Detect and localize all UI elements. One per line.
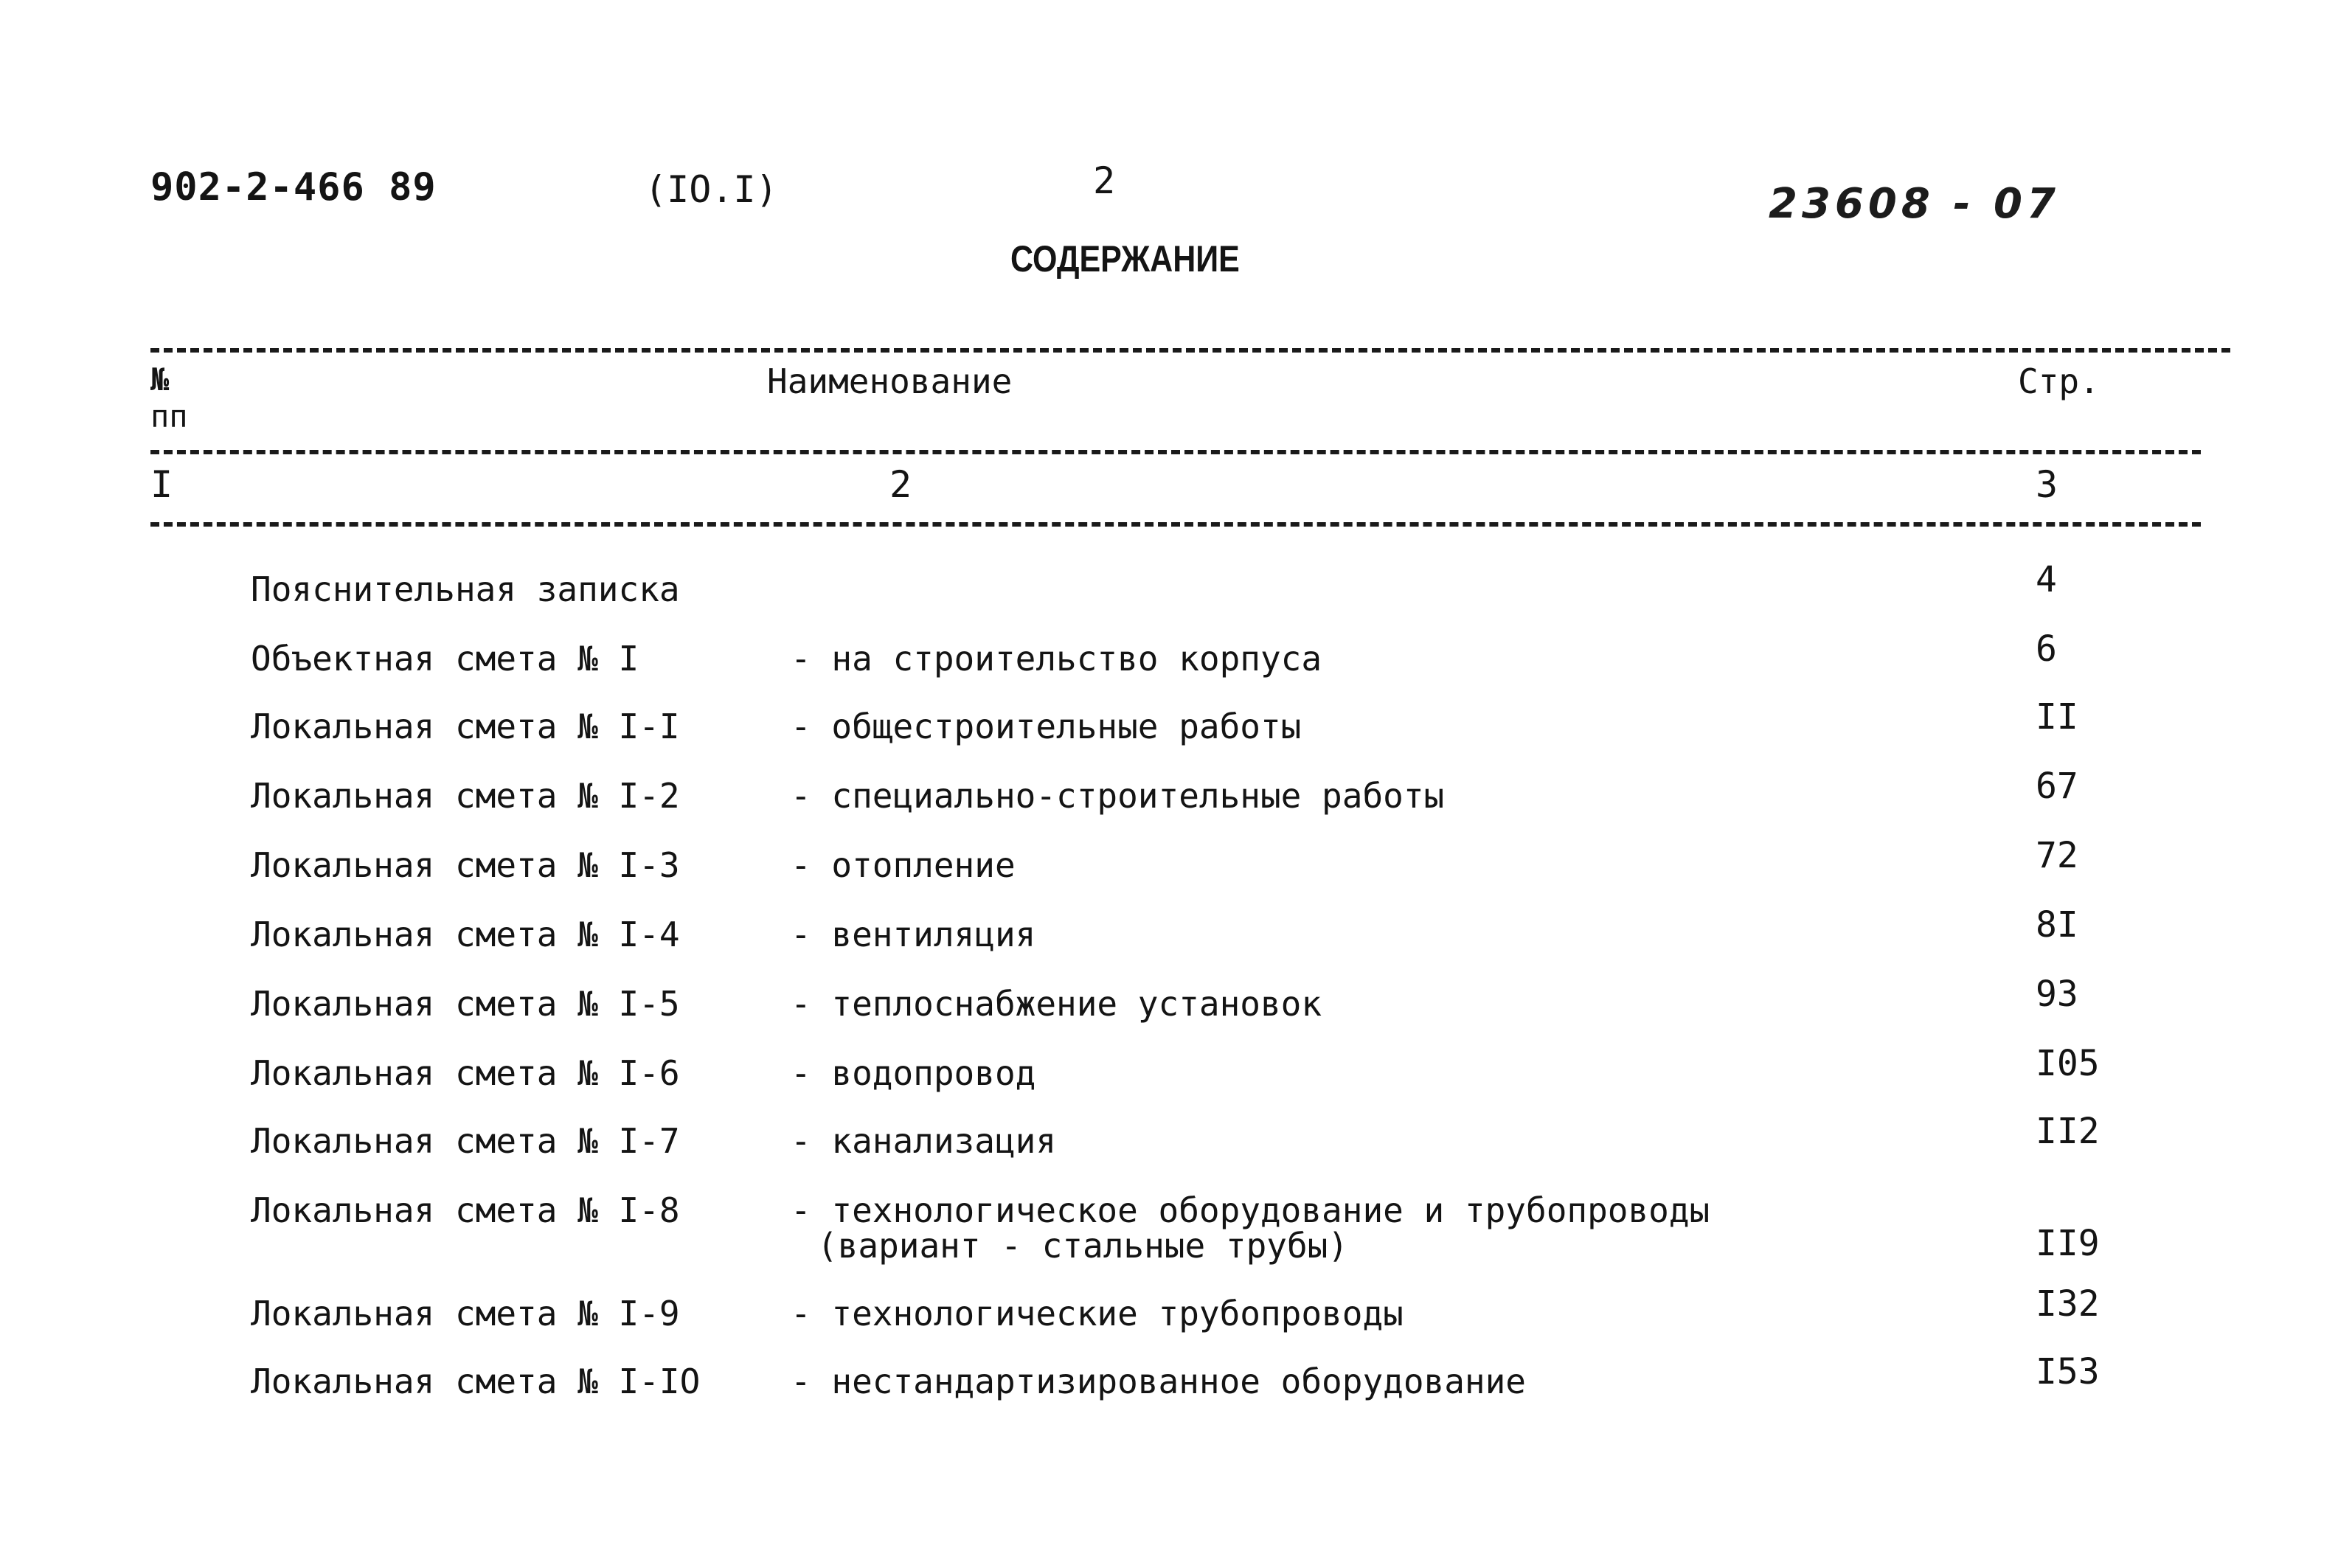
entry-document: Локальная смета № I-I	[251, 707, 680, 746]
entry-document: Локальная смета № I-4	[251, 915, 680, 954]
handwritten-registration-number: 23608 - 07	[1769, 180, 2060, 228]
entry-page: 8I	[2036, 904, 2078, 946]
entry-description: - технологические трубопроводы	[791, 1294, 1404, 1333]
entry-description: - отопление	[791, 845, 1016, 885]
entry-description: - на строительство корпуса	[791, 639, 1322, 679]
page-number: 2	[1093, 159, 1116, 202]
entry-document: Локальная смета № I-9	[251, 1294, 680, 1333]
entry-description: - теплоснабжение установок	[791, 984, 1322, 1024]
table-index-rule	[150, 522, 2201, 527]
column-header-number-sign: №	[150, 361, 170, 398]
table-top-rule	[150, 348, 2230, 353]
entry-description: - общестроительные работы	[791, 707, 1302, 746]
column-header-page: Стр.	[2018, 361, 2100, 401]
entry-page: II	[2036, 696, 2078, 738]
column-header-name: Наименование	[767, 361, 1013, 401]
entry-description: - водопровод	[791, 1053, 1036, 1093]
list-item	[0, 766, 2352, 835]
entry-page: 6	[2036, 628, 2057, 670]
entry-page: I53	[2036, 1351, 2100, 1392]
entry-description-continuation: (вариант - стальные трубы)	[817, 1226, 1349, 1266]
entry-document: Локальная смета № I-5	[251, 984, 680, 1024]
list-item	[0, 904, 2352, 974]
entry-page: I32	[2036, 1283, 2100, 1325]
entry-document: Объектная смета № I	[251, 639, 639, 679]
entry-page: 72	[2036, 835, 2078, 876]
document-code: 902-2-466 89	[150, 165, 437, 209]
column-index-2: 2	[889, 463, 912, 506]
entry-page: II9	[2036, 1223, 2100, 1264]
table-header-rule	[150, 450, 2201, 454]
list-item	[0, 835, 2352, 904]
page-title: СОДЕРЖАНИЕ	[1010, 238, 1240, 280]
list-item	[0, 628, 2352, 698]
list-item	[0, 974, 2352, 1043]
list-item	[0, 696, 2352, 766]
entry-document: Пояснительная записка	[251, 569, 680, 609]
entry-document: Локальная смета № I-7	[251, 1121, 680, 1161]
list-item	[0, 559, 2352, 628]
list-item	[0, 1283, 2352, 1353]
entry-description: - канализация	[791, 1121, 1057, 1161]
entry-page: I05	[2036, 1043, 2100, 1084]
entry-page: 93	[2036, 974, 2078, 1015]
column-header-number-pp: пп	[150, 398, 188, 434]
entry-document: Локальная смета № I-8	[251, 1190, 680, 1230]
list-item	[0, 1043, 2352, 1112]
column-index-1: I	[150, 463, 173, 506]
entry-description: - вентиляция	[791, 915, 1036, 954]
entry-description: - нестандартизированное оборудование	[791, 1361, 1526, 1401]
list-item	[0, 1190, 2352, 1286]
entry-description: - специально-строительные работы	[791, 776, 1445, 816]
entry-description: - технологическое оборудование и трубопроводы	[791, 1190, 1710, 1230]
entry-page: 67	[2036, 766, 2078, 807]
entry-document: Локальная смета № I-2	[251, 776, 680, 816]
entry-document: Локальная смета № I-3	[251, 845, 680, 885]
column-index-3: 3	[2036, 463, 2058, 506]
list-item	[0, 1351, 2352, 1420]
section-number: (IO.I)	[645, 168, 778, 211]
entry-document: Локальная смета № I-IO	[251, 1361, 701, 1401]
entry-page: II2	[2036, 1111, 2100, 1152]
list-item	[0, 1111, 2352, 1180]
entry-document: Локальная смета № I-6	[251, 1053, 680, 1093]
entry-page: 4	[2036, 559, 2057, 600]
